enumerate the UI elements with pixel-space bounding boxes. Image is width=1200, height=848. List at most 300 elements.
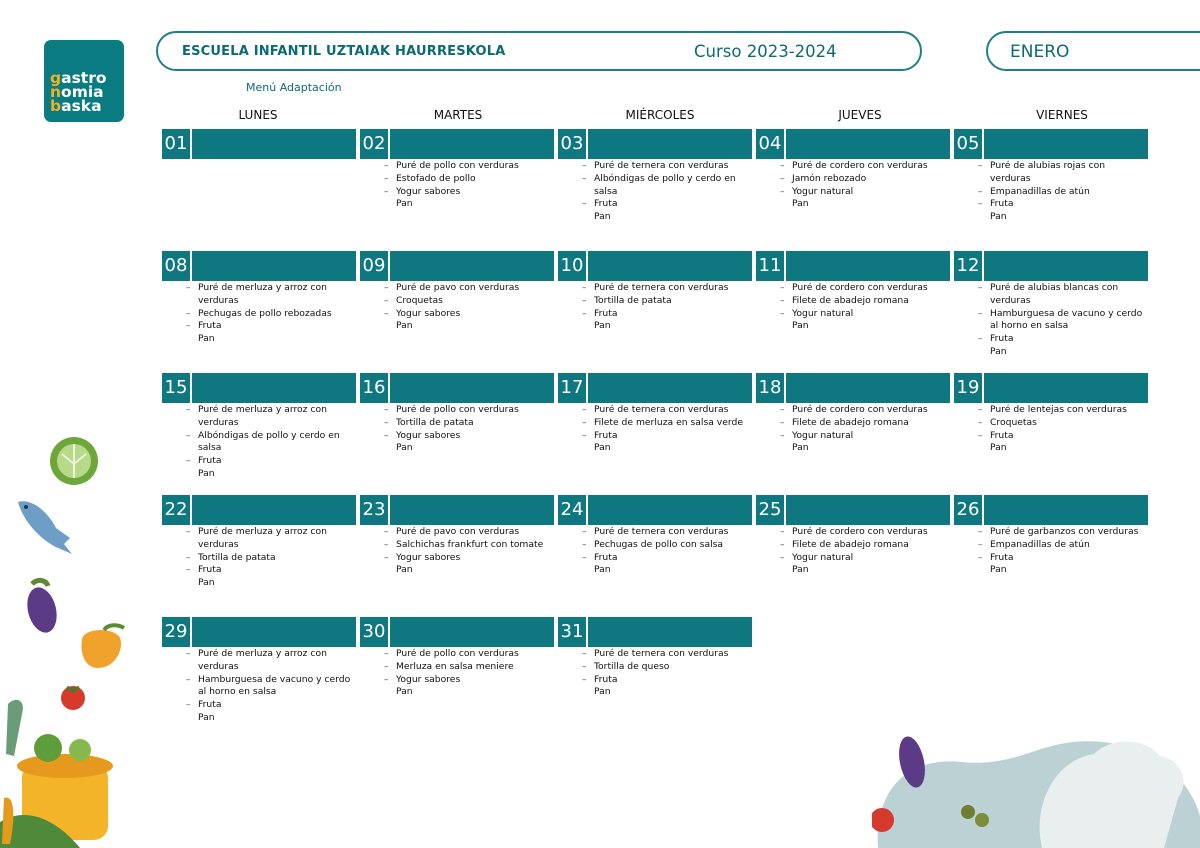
day-cell-02 (360, 129, 554, 210)
bullet-dash-icon: – (582, 674, 587, 685)
menu-item (360, 430, 554, 443)
bullet-dash-icon: – (384, 661, 389, 672)
bullet-dash-icon: – (978, 334, 983, 345)
menu-item-text: Jamón rebozado (792, 172, 867, 184)
menu-item-text: Albóndigas de pollo y cerdo en salsa (594, 172, 736, 197)
bullet-dash-icon: – (384, 649, 389, 659)
bullet-dash-icon: – (780, 405, 785, 415)
bullet-dash-icon: – (780, 417, 785, 428)
bullet-dash-icon: – (384, 295, 389, 306)
menu-item (360, 442, 554, 455)
menu-item-text: Puré de merluza y arroz con verduras (198, 282, 327, 306)
bullet-dash-icon: – (186, 552, 191, 563)
day-cell-01 (162, 129, 356, 159)
menu-item (954, 430, 1148, 443)
menu-list (954, 160, 1148, 224)
menu-item-text: Yogur sabores (396, 429, 461, 441)
menu-item-text: Pan (792, 198, 809, 210)
day-cell-03 (558, 129, 752, 223)
menu-list (954, 282, 1148, 359)
day-number: 05 (954, 129, 984, 159)
bullet-dash-icon: – (582, 430, 587, 441)
menu-item-text: Puré de pavo con verduras (396, 526, 520, 537)
menu-item-text: Fruta (198, 455, 222, 467)
menu-item (162, 308, 356, 321)
day-header-bar (162, 617, 356, 647)
bullet-dash-icon: – (582, 539, 587, 550)
menu-item (162, 333, 356, 346)
menu-item-text: Pan (396, 320, 413, 332)
menu-item-text: Yogur sabores (396, 307, 461, 319)
bullet-dash-icon: – (186, 565, 191, 576)
menu-item-text: Puré de cordero con verduras (792, 160, 928, 171)
menu-item-text: Pan (792, 320, 809, 332)
menu-item-text: Filete de merluza en salsa verde (594, 416, 743, 428)
day-number: 02 (360, 129, 390, 159)
menu-item (954, 442, 1148, 455)
day-cell-29 (162, 617, 356, 723)
menu-item-text: Yogur natural (792, 307, 854, 319)
menu-item-text: Yogur sabores (396, 673, 461, 685)
menu-item-text: Hamburguesa de vacuno y cerdo al horno en salsa (198, 673, 351, 698)
bullet-dash-icon: – (186, 283, 191, 293)
menu-item (558, 320, 752, 333)
menu-item (756, 442, 950, 455)
menu-list (558, 404, 752, 455)
day-header-bar (558, 251, 752, 281)
menu-item (558, 430, 752, 443)
bullet-dash-icon: – (582, 405, 587, 415)
bullet-dash-icon: – (384, 308, 389, 319)
menu-item-text: Yogur sabores (396, 185, 461, 197)
day-cell-08 (162, 251, 356, 345)
day-cell-18 (756, 373, 950, 454)
menu-list (162, 282, 356, 346)
menu-list (360, 404, 554, 455)
menu-item (162, 648, 356, 674)
menu-item (756, 320, 950, 333)
menu-item-text: Pan (594, 564, 611, 576)
weekday-jueves: JUEVES (838, 108, 882, 122)
menu-item (360, 686, 554, 699)
weekday-viernes: VIERNES (1036, 108, 1088, 122)
menu-item-text: Fruta (594, 429, 618, 441)
bullet-dash-icon: – (186, 527, 191, 537)
bullet-dash-icon: – (978, 186, 983, 197)
day-header-bar (360, 617, 554, 647)
menu-item (162, 320, 356, 333)
menu-item (954, 282, 1148, 308)
menu-item (162, 526, 356, 552)
menu-list (360, 282, 554, 333)
day-header-bar (360, 129, 554, 159)
month-title: ENERO (1010, 42, 1070, 62)
school-name: ESCUELA INFANTIL UZTAIAK HAURRESKOLA (182, 44, 506, 59)
bullet-dash-icon: – (978, 405, 983, 415)
day-cell-05 (954, 129, 1148, 223)
menu-item (954, 526, 1148, 539)
menu-item-text: Pan (396, 686, 413, 698)
menu-item-text: Pan (198, 333, 215, 345)
day-cell-12 (954, 251, 1148, 357)
menu-item-text: Tortilla de patata (198, 551, 276, 563)
menu-item (558, 404, 752, 417)
menu-item-text: Puré de merluza y arroz con verduras (198, 648, 327, 672)
menu-item (162, 430, 356, 456)
menu-item (360, 648, 554, 661)
menu-list (558, 648, 752, 699)
menu-item-text: Filete de abadejo romana (792, 538, 909, 550)
bullet-dash-icon: – (978, 430, 983, 441)
bullet-dash-icon: – (186, 674, 191, 685)
bullet-dash-icon: – (780, 430, 785, 441)
day-header-bar (360, 251, 554, 281)
day-header-bar (162, 251, 356, 281)
day-cell-09 (360, 251, 554, 332)
weekday-miercoles: MIÉRCOLES (625, 108, 695, 122)
menu-item (954, 404, 1148, 417)
menu-item-text: Filete de abadejo romana (792, 294, 909, 306)
menu-item (954, 552, 1148, 565)
bullet-dash-icon: – (780, 552, 785, 563)
menu-item (756, 198, 950, 211)
menu-list (558, 160, 752, 224)
menu-item-text: Albóndigas de pollo y cerdo en salsa (198, 429, 340, 454)
day-cell-31 (558, 617, 752, 698)
menu-item-text: Pan (990, 211, 1007, 223)
menu-item (360, 198, 554, 211)
menu-item (954, 539, 1148, 552)
menu-item-text: Hamburguesa de vacuno y cerdo al horno en salsa (990, 307, 1143, 332)
menu-item-text: Puré de cordero con verduras (792, 526, 928, 537)
menu-item (756, 564, 950, 577)
bullet-dash-icon: – (384, 552, 389, 563)
menu-item-text: Empanadillas de atún (990, 185, 1090, 197)
bullet-dash-icon: – (582, 173, 587, 184)
menu-list (162, 526, 356, 590)
day-cell-23 (360, 495, 554, 576)
bullet-dash-icon: – (582, 161, 587, 171)
menu-item (360, 320, 554, 333)
menu-list (360, 160, 554, 211)
bullet-dash-icon: – (582, 283, 587, 293)
day-cell-11 (756, 251, 950, 332)
menu-item-text: Yogur natural (792, 429, 854, 441)
menu-list (954, 404, 1148, 455)
menu-item-text: Puré de pavo con verduras (396, 282, 520, 293)
lettuce-icon (48, 434, 102, 488)
day-cell-19 (954, 373, 1148, 454)
eggplant-icon (24, 574, 64, 636)
menu-item (756, 539, 950, 552)
day-header-bar (162, 495, 356, 525)
menu-list (162, 404, 356, 481)
menu-item (954, 308, 1148, 334)
day-number: 08 (162, 251, 192, 281)
bullet-dash-icon: – (384, 674, 389, 685)
menu-item (162, 404, 356, 430)
menu-item-text: Puré de alubias blancas con verduras (990, 282, 1119, 306)
day-number: 09 (360, 251, 390, 281)
menu-item (162, 468, 356, 481)
menu-item (558, 211, 752, 224)
menu-item (360, 552, 554, 565)
day-number: 15 (162, 373, 192, 403)
bullet-dash-icon: – (978, 527, 983, 537)
menu-list (954, 526, 1148, 577)
menu-item-text: Tortilla de queso (594, 660, 670, 672)
menu-item (162, 699, 356, 712)
day-number: 10 (558, 251, 588, 281)
menu-item-text: Yogur sabores (396, 551, 461, 563)
menu-item-text: Puré de pollo con verduras (396, 160, 519, 171)
day-cell-10 (558, 251, 752, 332)
menu-item-text: Merluza en salsa meniere (396, 660, 514, 672)
day-number: 23 (360, 495, 390, 525)
bullet-dash-icon: – (780, 539, 785, 550)
menu-item (756, 552, 950, 565)
bullet-dash-icon: – (780, 161, 785, 171)
bullet-dash-icon: – (186, 456, 191, 467)
day-cell-24 (558, 495, 752, 576)
menu-item (558, 308, 752, 321)
menu-item (954, 333, 1148, 346)
menu-item-text: Pan (594, 442, 611, 454)
menu-item-text: Estofado de pollo (396, 172, 476, 184)
bullet-dash-icon: – (384, 405, 389, 415)
bullet-dash-icon: – (186, 308, 191, 319)
day-header-bar (954, 251, 1148, 281)
menu-item (954, 417, 1148, 430)
menu-item-text: Pan (396, 564, 413, 576)
bullet-dash-icon: – (582, 527, 587, 537)
bullet-dash-icon: – (582, 295, 587, 306)
menu-item (162, 552, 356, 565)
bullet-dash-icon: – (978, 417, 983, 428)
menu-item (954, 564, 1148, 577)
menu-item-text: Filete de abadejo romana (792, 416, 909, 428)
menu-item (954, 198, 1148, 211)
menu-item (558, 282, 752, 295)
day-cell-16 (360, 373, 554, 454)
menu-item-text: Puré de alubias rojas con verduras (990, 160, 1106, 184)
day-cell-26 (954, 495, 1148, 576)
day-header-bar (558, 129, 752, 159)
bullet-dash-icon: – (186, 700, 191, 711)
menu-list (756, 160, 950, 211)
menu-item (954, 160, 1148, 186)
day-cell-25 (756, 495, 950, 576)
bullet-dash-icon: – (780, 186, 785, 197)
day-number: 18 (756, 373, 786, 403)
menu-item (558, 198, 752, 211)
menu-item-text: Pan (792, 564, 809, 576)
day-cell-04 (756, 129, 950, 210)
menu-item (558, 526, 752, 539)
bullet-dash-icon: – (582, 417, 587, 428)
menu-item-text: Puré de cordero con verduras (792, 282, 928, 293)
menu-item-text: Fruta (594, 673, 618, 685)
menu-item-text: Fruta (198, 699, 222, 711)
menu-item (756, 295, 950, 308)
chef-hat-illustration (872, 726, 1200, 848)
day-number: 31 (558, 617, 588, 647)
day-number: 16 (360, 373, 390, 403)
menu-item (558, 417, 752, 430)
logo-line-1: gastro (50, 69, 107, 87)
menu-item-text: Tortilla de patata (396, 416, 474, 428)
menu-item-text: Fruta (990, 198, 1014, 210)
menu-item (162, 282, 356, 308)
bullet-dash-icon: – (780, 295, 785, 306)
menu-list (756, 526, 950, 577)
bullet-dash-icon: – (186, 405, 191, 415)
menu-item (558, 564, 752, 577)
menu-list (360, 526, 554, 577)
menu-item (162, 564, 356, 577)
bullet-dash-icon: – (582, 661, 587, 672)
bullet-dash-icon: – (186, 649, 191, 659)
course-year: Curso 2023-2024 (694, 42, 837, 61)
menu-item-text: Croquetas (990, 416, 1037, 428)
bullet-dash-icon: – (978, 199, 983, 210)
menu-item (360, 417, 554, 430)
menu-item (360, 661, 554, 674)
bullet-dash-icon: – (780, 308, 785, 319)
bullet-dash-icon: – (780, 283, 785, 293)
menu-item (558, 674, 752, 687)
menu-item-text: Puré de garbanzos con verduras (990, 526, 1139, 537)
menu-item (162, 674, 356, 700)
bullet-dash-icon: – (186, 430, 191, 441)
menu-item (558, 552, 752, 565)
menu-item (558, 442, 752, 455)
menu-item-text: Pan (792, 442, 809, 454)
menu-item (756, 173, 950, 186)
day-cell-22 (162, 495, 356, 589)
menu-item-text: Tortilla de patata (594, 294, 672, 306)
menu-item-text: Pan (198, 711, 215, 723)
menu-item-text: Fruta (594, 551, 618, 563)
menu-item (360, 295, 554, 308)
menu-item (360, 282, 554, 295)
day-number: 11 (756, 251, 786, 281)
menu-item-text: Puré de pollo con verduras (396, 648, 519, 659)
menu-item (756, 160, 950, 173)
menu-item (756, 430, 950, 443)
day-number: 29 (162, 617, 192, 647)
menu-item-text: Puré de lentejas con verduras (990, 404, 1127, 415)
menu-item-text: Puré de pollo con verduras (396, 404, 519, 415)
menu-item (162, 712, 356, 725)
day-header-bar (756, 129, 950, 159)
menu-item-text: Pan (594, 211, 611, 223)
pepper-icon (74, 622, 128, 672)
menu-item (162, 455, 356, 468)
day-header-bar (954, 373, 1148, 403)
menu-item (360, 674, 554, 687)
menu-item (360, 173, 554, 186)
menu-item-text: Puré de ternera con verduras (594, 648, 729, 659)
menu-item (360, 526, 554, 539)
day-cell-15 (162, 373, 356, 479)
menu-list (360, 648, 554, 699)
menu-item (756, 526, 950, 539)
bullet-dash-icon: – (978, 283, 983, 293)
menu-item (954, 186, 1148, 199)
day-number: 24 (558, 495, 588, 525)
menu-item-text: Croquetas (396, 294, 443, 306)
logo-line-3: baska (50, 97, 102, 115)
menu-item-text: Empanadillas de atún (990, 538, 1090, 550)
menu-item-text: Fruta (594, 307, 618, 319)
menu-item-text: Fruta (594, 198, 618, 210)
menu-item (756, 404, 950, 417)
day-number: 30 (360, 617, 390, 647)
menu-item (360, 539, 554, 552)
menu-item-text: Pan (594, 686, 611, 698)
menu-item (360, 308, 554, 321)
day-header-bar (756, 251, 950, 281)
day-header-bar (558, 373, 752, 403)
menu-item (558, 295, 752, 308)
logo-line-2: nomia (50, 83, 104, 101)
bullet-dash-icon: – (384, 161, 389, 171)
day-header-bar (558, 617, 752, 647)
day-number: 03 (558, 129, 588, 159)
day-number: 17 (558, 373, 588, 403)
menu-item (558, 648, 752, 661)
menu-item-text: Fruta (198, 564, 222, 576)
bullet-dash-icon: – (384, 173, 389, 184)
bullet-dash-icon: – (978, 161, 983, 171)
menu-list (162, 648, 356, 725)
day-header-bar (360, 373, 554, 403)
day-cell-17 (558, 373, 752, 454)
menu-item (756, 186, 950, 199)
menu-item (360, 160, 554, 173)
bullet-dash-icon: – (582, 199, 587, 210)
bullet-dash-icon: – (582, 552, 587, 563)
day-cell-30 (360, 617, 554, 698)
menu-item (558, 539, 752, 552)
menu-item-text: Pan (396, 442, 413, 454)
day-header-bar (954, 495, 1148, 525)
menu-item-text: Pan (990, 442, 1007, 454)
bullet-dash-icon: – (582, 308, 587, 319)
menu-item-text: Pan (198, 577, 215, 589)
day-number: 01 (162, 129, 192, 159)
menu-item-text: Pan (594, 320, 611, 332)
menu-item (756, 417, 950, 430)
menu-item (162, 577, 356, 590)
menu-item-text: Fruta (990, 333, 1014, 345)
bullet-dash-icon: – (384, 527, 389, 537)
menu-item (558, 160, 752, 173)
bullet-dash-icon: – (384, 539, 389, 550)
menu-item-text: Puré de ternera con verduras (594, 526, 729, 537)
menu-item (756, 282, 950, 295)
menu-list (756, 282, 950, 333)
bullet-dash-icon: – (384, 417, 389, 428)
menu-item (756, 308, 950, 321)
day-header-bar (360, 495, 554, 525)
menu-item (558, 661, 752, 674)
menu-item-text: Pan (396, 198, 413, 210)
menu-item (558, 173, 752, 199)
day-header-bar (558, 495, 752, 525)
bullet-dash-icon: – (978, 552, 983, 563)
